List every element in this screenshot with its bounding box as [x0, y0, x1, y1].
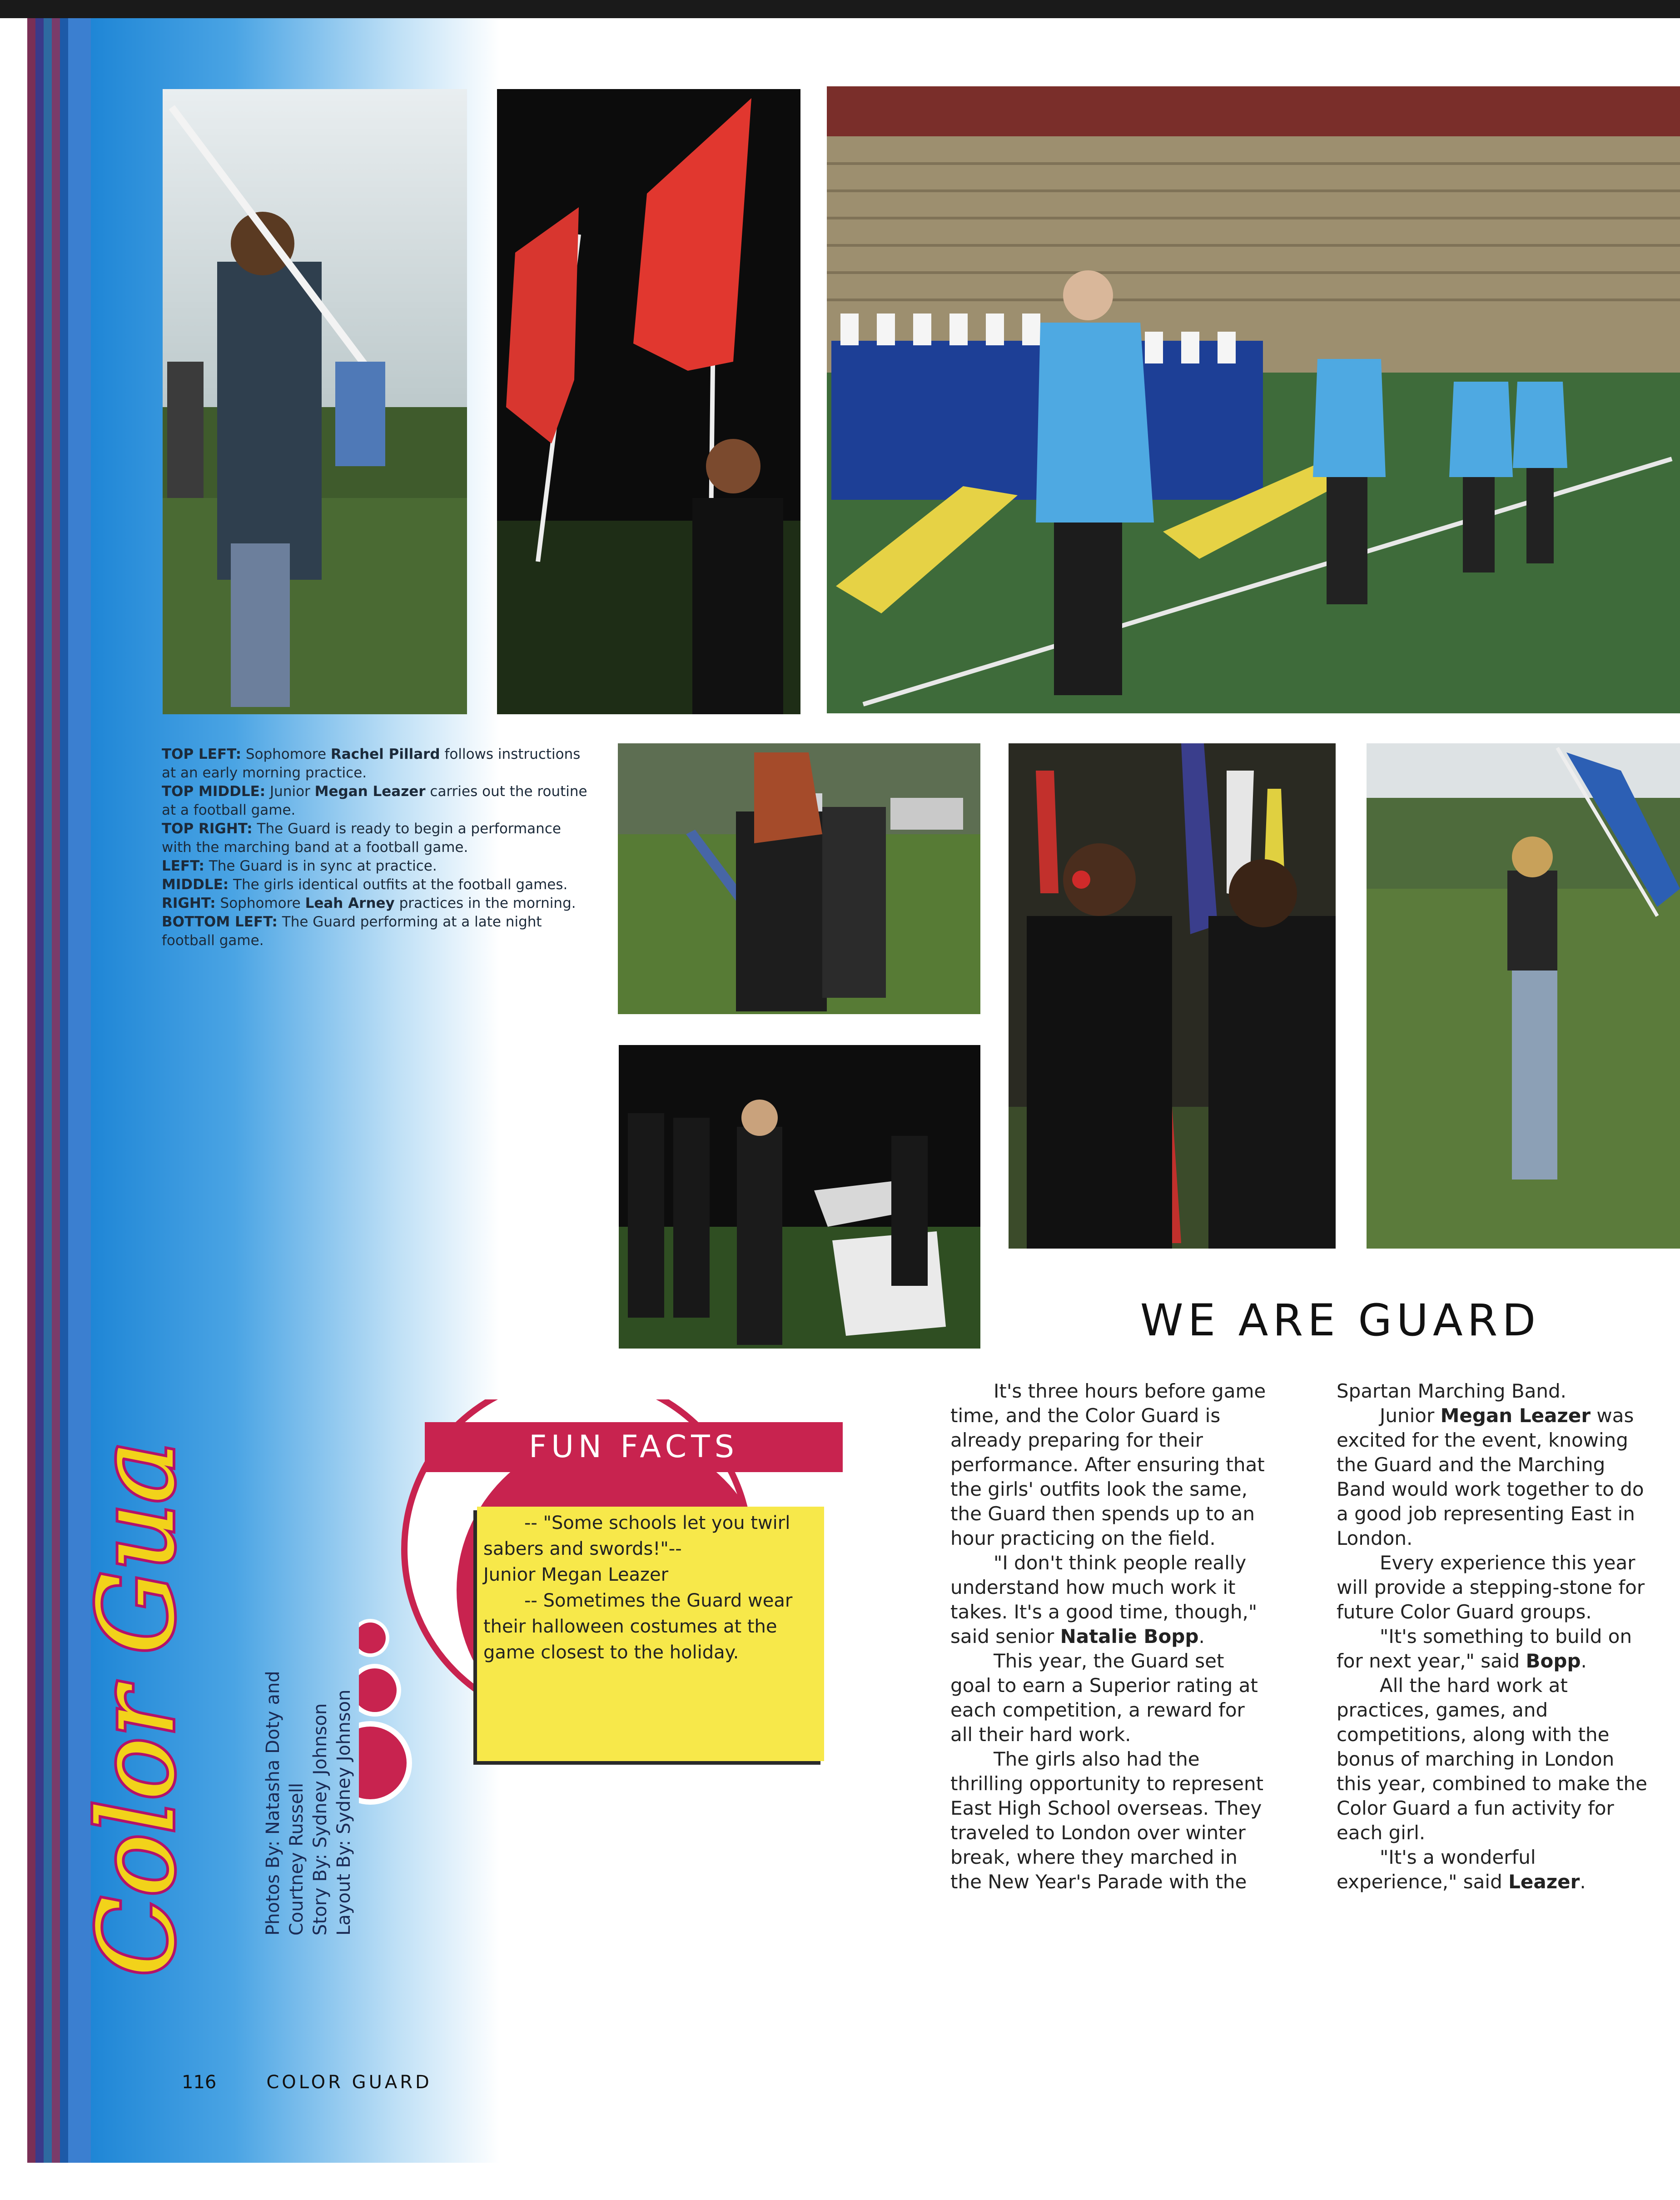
caption-label: RIGHT:	[162, 895, 216, 911]
caption-label: TOP MIDDLE:	[162, 783, 266, 800]
caption-text: The Guard performing at a late night football game.	[162, 914, 542, 949]
folio-section: COLOR GUARD	[266, 2072, 432, 2093]
caption-name: Leah Arney	[305, 895, 395, 911]
photo-top-right	[827, 86, 1680, 713]
photo-right	[1367, 743, 1680, 1249]
caption-item	[162, 820, 589, 857]
story-text: .	[1198, 1625, 1205, 1648]
caption-item	[162, 745, 589, 782]
story-text: .	[1581, 1650, 1587, 1672]
story-text: Junior	[1380, 1404, 1441, 1427]
credit-line: Story By: Sydney Johnson	[310, 1703, 331, 1936]
story-paragraph: Spartan Marching Band.	[1337, 1380, 1567, 1402]
story-paragraph	[1337, 1845, 1650, 1894]
caption-text: practices in the morning.	[394, 895, 576, 911]
caption-item	[162, 857, 589, 876]
story-paragraph: This year, the Guard set goal to earn a Superior rating at each competition, a reward for all their hard work.	[950, 1650, 1258, 1746]
caption-item	[162, 782, 589, 820]
story-paragraph: It's three hours before game time, and the Color Guard is already preparing for their performance. After ensuring that the girls' outfits look the same, the Guard then spends up to an hour practicing on the field.	[950, 1380, 1266, 1549]
fun-facts-box	[477, 1507, 824, 1761]
story-paragraph	[1337, 1624, 1650, 1673]
fun-fact-quote: -- "Some schools let you twirl sabers and swords!"--	[483, 1513, 790, 1559]
caption-text: The girls identical outfits at the football games.	[229, 876, 568, 893]
story-text: was excited for the event, knowing the Guard and the Marching Band would work together to do a good job representing East in London.	[1337, 1404, 1644, 1549]
fun-fact-attribution: Junior Megan Leazer	[483, 1564, 669, 1585]
credit-line: Courtney Russell	[286, 1782, 307, 1936]
photo-left	[618, 743, 980, 1014]
caption-label: BOTTOM LEFT:	[162, 914, 278, 930]
folio	[182, 2072, 432, 2093]
section-title	[68, 1440, 204, 1986]
story-text: "It's something to build on for next year," said	[1337, 1625, 1632, 1672]
story-column-2	[1337, 1379, 1650, 1894]
story-paragraph	[1337, 1404, 1650, 1551]
caption-name: Megan Leazer	[314, 783, 426, 800]
photo-top-left	[163, 89, 467, 714]
caption-name: Rachel Pillard	[330, 746, 440, 762]
story-column-1	[950, 1379, 1268, 1894]
caption-label: TOP RIGHT:	[162, 821, 253, 837]
caption-text: carries out the routine at a football game.	[162, 783, 587, 818]
story-name: Leazer	[1508, 1871, 1580, 1893]
story-paragraph: Every experience this year will provide a stepping-stone for future Color Guard groups.	[1337, 1552, 1645, 1623]
photo-top-middle	[497, 89, 800, 714]
caption-text: Sophomore	[241, 746, 331, 762]
photo-captions	[162, 745, 589, 950]
story-paragraph: All the hard work at practices, games, and competitions, along with the bonus of marching in London this year, combined to make the Color Guard a fun activity for each girl.	[1337, 1674, 1647, 1844]
caption-text: Sophomore	[215, 895, 305, 911]
caption-text: The Guard is in sync at practice.	[204, 858, 437, 874]
story-headline: WE ARE GUARD	[1140, 1295, 1541, 1346]
photo-middle	[1009, 743, 1336, 1249]
caption-text: follows instructions at an early morning practice.	[162, 746, 581, 781]
caption-text: The Guard is ready to begin a performance with the marching band at a football game.	[162, 821, 561, 856]
caption-text: Junior	[265, 783, 315, 800]
fun-facts-title: FUN FACTS	[529, 1429, 739, 1465]
story-name: Bopp	[1526, 1650, 1581, 1672]
caption-label: MIDDLE:	[162, 876, 229, 893]
credit-line: Photos By: Natasha Doty and	[263, 1671, 283, 1936]
story-name: Megan Leazer	[1440, 1404, 1591, 1427]
caption-label: LEFT:	[162, 858, 204, 874]
story-name: Natalie Bopp	[1060, 1625, 1199, 1648]
section-title-text: Color Guard	[76, 1440, 198, 1976]
story-text: .	[1580, 1871, 1586, 1893]
caption-item	[162, 894, 589, 913]
credit-line: Layout By: Sydney Johnson	[333, 1689, 354, 1936]
caption-label: TOP LEFT:	[162, 746, 241, 762]
story-text: "I don't think people really understand how much work it takes. It's a good time, though," said senior	[950, 1552, 1258, 1648]
caption-item	[162, 913, 589, 950]
page-number: 116	[182, 2072, 217, 2093]
caption-item	[162, 876, 589, 894]
story-text: "It's a wonderful experience," said	[1337, 1846, 1536, 1893]
story-paragraph: The girls also had the thrilling opportunity to represent East High School overseas. They traveled to London over winter break, where they marched in the New Year's Parade with the	[950, 1748, 1264, 1893]
story-paragraph	[950, 1551, 1268, 1649]
fun-fact-text: -- Sometimes the Guard wear their halloween costumes at the game closest to the holiday.	[483, 1590, 793, 1663]
photo-bottom-left	[619, 1045, 980, 1349]
